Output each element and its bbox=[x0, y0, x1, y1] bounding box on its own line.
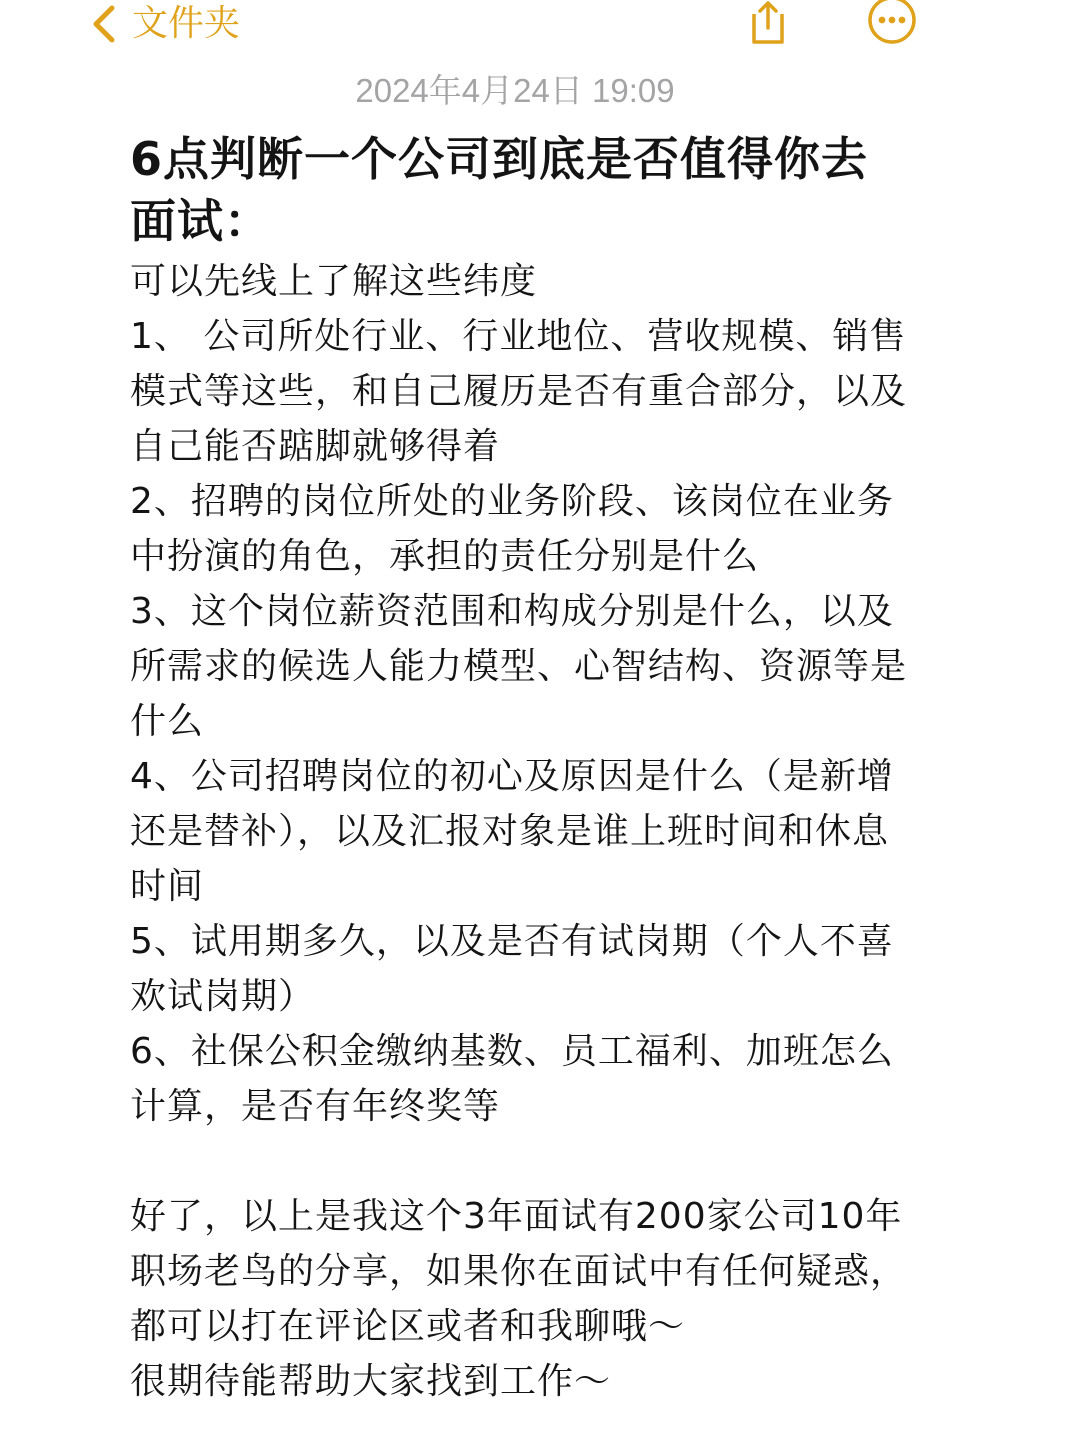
note-item-1: 1、 公司所处行业、行业地位、营收规模、销售模式等这些，和自己履历是否有重合部分，以及自己能否踮脚就够得着 bbox=[130, 316, 908, 467]
back-to-folders-button[interactable] bbox=[88, 0, 240, 48]
share-button[interactable] bbox=[744, 0, 792, 52]
note-item-4: 4、公司招聘岗位的初心及原因是什么（是新增还是替补），以及汇报对象是谁上班时间和休息时间 bbox=[130, 756, 894, 907]
chevron-left-icon bbox=[88, 2, 118, 46]
note-timestamp: 2024年4月24日 19:09 bbox=[355, 72, 675, 109]
note-intro: 可以先线上了解这些纬度 bbox=[130, 261, 538, 302]
more-options-button[interactable] bbox=[864, 0, 920, 52]
note-closing: 好了，以上是我这个3年面试有200家公司10年职场老鸟的分享，如果你在面试中有任何疑惑，都可以打在评论区或者和我聊哦～ bbox=[130, 1196, 908, 1347]
note-title: 6点判断一个公司到底是否值得你去面试： bbox=[130, 132, 869, 248]
note-item-6: 6、社保公积金缴纳基数、员工福利、加班怎么计算，是否有年终奖等 bbox=[130, 1031, 894, 1127]
note-closing-2: 很期待能帮助大家找到工作～ bbox=[130, 1361, 612, 1402]
back-button-label: 文件夹 bbox=[132, 3, 241, 44]
note-item-3: 3、这个岗位薪资范围和构成分别是什么，以及所需求的候选人能力模型、心智结构、资源等是什么 bbox=[130, 591, 908, 742]
top-navigation-bar bbox=[0, 0, 1080, 56]
note-body[interactable] bbox=[130, 128, 910, 1409]
note-item-2: 2、招聘的岗位所处的业务阶段、该岗位在业务中扮演的角色，承担的责任分别是什么 bbox=[130, 481, 894, 577]
more-icon bbox=[864, 33, 920, 52]
share-icon bbox=[744, 33, 792, 52]
blank-line bbox=[130, 1134, 910, 1189]
note-item-5: 5、试用期多久，以及是否有试岗期（个人不喜欢试岗期） bbox=[130, 921, 894, 1017]
